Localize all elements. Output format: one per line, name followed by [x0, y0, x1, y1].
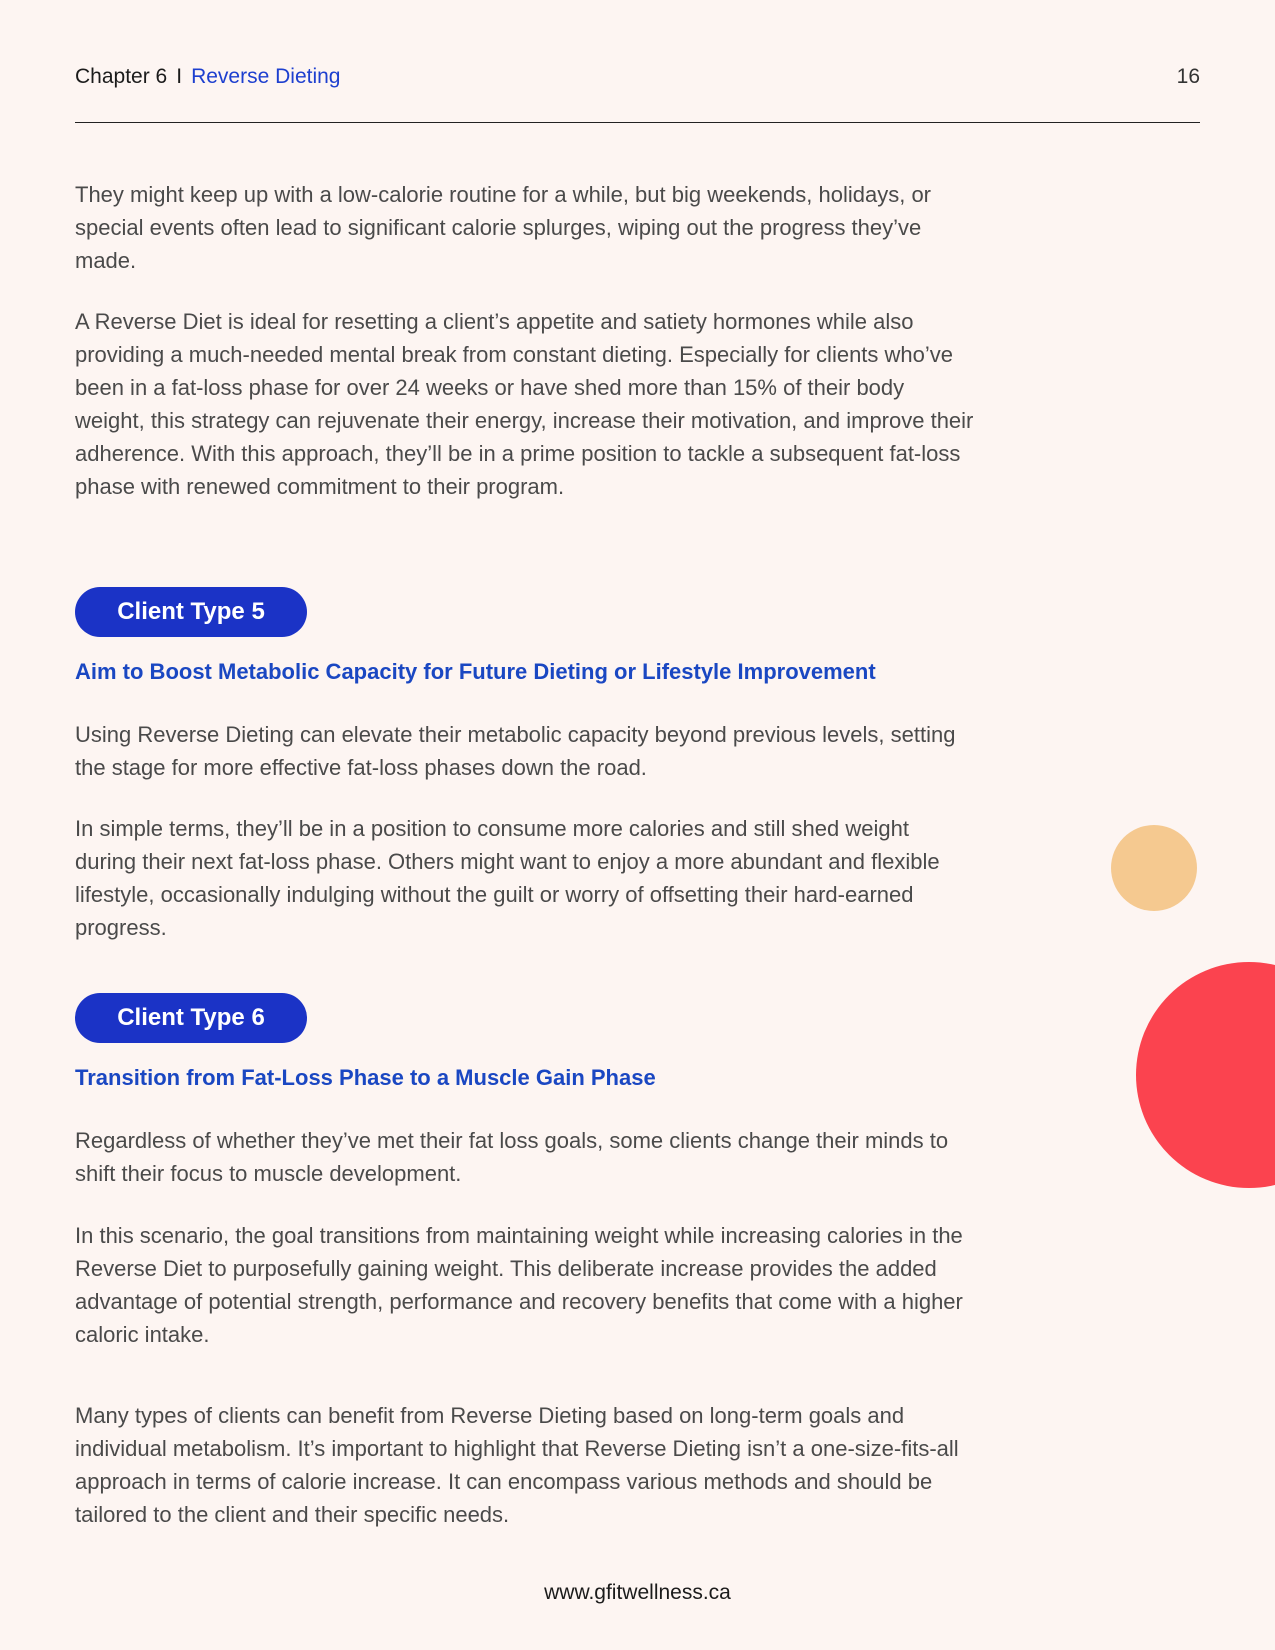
section-title: Reverse Dieting: [191, 65, 341, 88]
decorative-orange-circle: [1111, 825, 1197, 911]
client-type-5-badge: Client Type 5: [75, 587, 307, 637]
client-type-6-paragraph-2: In this scenario, the goal transitions from maintaining weight while increasing calories in the Reverse Diet to purposefully gaining weight. This deliberate increase provides the added advantage of potential strength, performance and recovery benefits that come with a higher caloric intake.: [75, 1223, 963, 1347]
chapter-label: Chapter 6: [75, 65, 168, 88]
header-divider: [75, 122, 1200, 123]
footer-website: www.gfitwellness.ca: [544, 1581, 731, 1604]
client-type-6-badge: Client Type 6: [75, 993, 307, 1043]
client-type-5-paragraph-2: In simple terms, they’ll be in a position to consume more calories and still shed weight during their next fat-loss phase. Others might want to enjoy a more abundant and flexible lifestyle, occasionally indulging without the guilt or worry of offsetting their hard-earned progress.: [75, 816, 940, 940]
client-type-5-heading: Aim to Boost Metabolic Capacity for Future Dieting or Lifestyle Improvement: [75, 659, 876, 684]
header-separator: I: [176, 65, 183, 88]
client-type-6-paragraph-1: Regardless of whether they’ve met their fat loss goals, some clients change their minds to shift their focus to muscle development.: [75, 1128, 949, 1186]
closing-paragraph: Many types of clients can benefit from Reverse Dieting based on long-term goals and individual metabolism. It’s important to highlight that Reverse Dieting isn’t a one-size-fits-all approach in terms of calorie increase. It can encompass various methods and should be tailored to the client and their specific needs.: [75, 1403, 959, 1527]
intro-paragraph-1: They might keep up with a low-calorie routine for a while, but big weekends, holidays, or special events often lead to significant calorie splurges, wiping out the progress they’ve made.: [75, 182, 932, 273]
client-type-5-paragraph-1: Using Reverse Dieting can elevate their metabolic capacity beyond previous levels, setting the stage for more effective fat-loss phases down the road.: [75, 722, 956, 780]
intro-paragraph-2: A Reverse Diet is ideal for resetting a client’s appetite and satiety hormones while also providing a much-needed mental break from constant dieting. Especially for clients who’ve been in a fat-loss phase for over 24 weeks or have shed more than 15% of their body weight, this strategy can rejuvenate their energy, increase their motivation, and improve their adherence. With this approach, they’ll be in a prime position to tackle a subsequent fat-loss phase with renewed commitment to their program.: [75, 309, 974, 499]
decorative-red-circle: [1136, 962, 1275, 1188]
client-type-6-heading: Transition from Fat-Loss Phase to a Muscle Gain Phase: [75, 1065, 656, 1090]
page-header: [75, 62, 1200, 92]
page-number: 16: [1176, 65, 1200, 88]
